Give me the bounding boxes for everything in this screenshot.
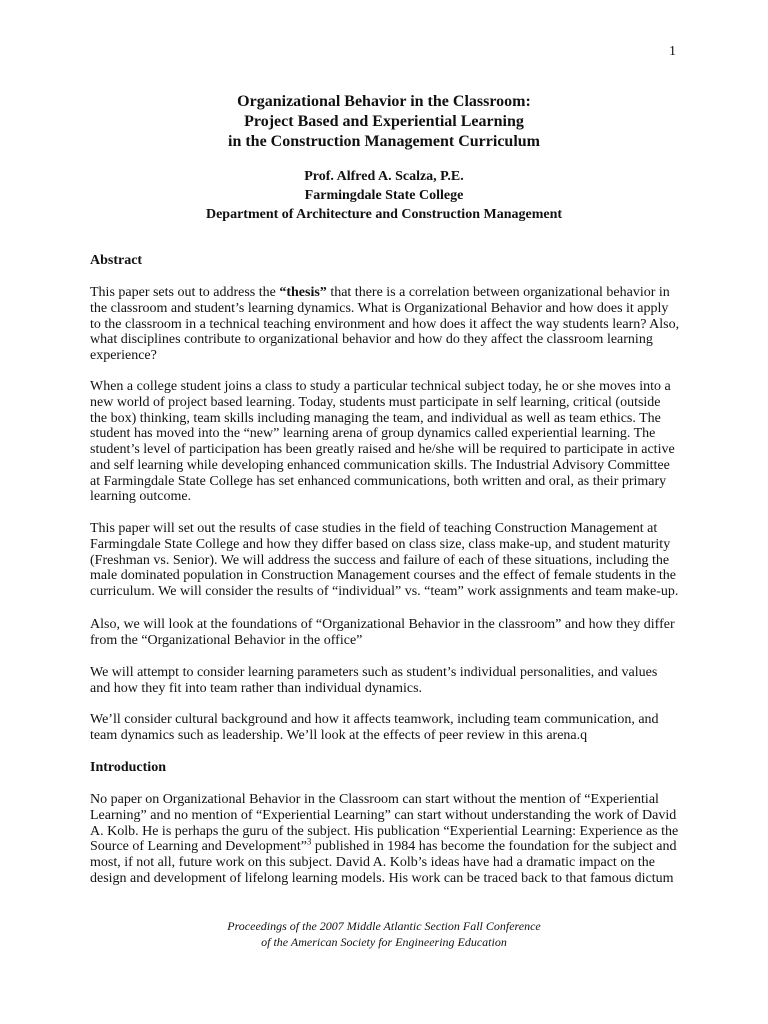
abstract-p6: We’ll consider cultural background and how it affects teamwork, including team communication, and team dynamics such as leadership. We’ll look at the effects of peer review in this arena.q — [90, 712, 659, 743]
footnote-ref: 3 — [306, 836, 312, 847]
footer-line-1: Proceedings of the 2007 Middle Atlantic Section Fall Conference — [227, 919, 541, 933]
title-line-1: Organizational Behavior in the Classroom: — [237, 93, 531, 110]
title-line-2: Project Based and Experiential Learning — [244, 113, 524, 130]
abstract-paragraph-2 — [90, 379, 680, 505]
abstract-p4: Also, we will look at the foundations of “Organizational Behavior in the classroom” and how they differ from the “Organizational Behavior in the office” — [90, 617, 675, 648]
author-block — [90, 167, 678, 224]
abstract-p5: We will attempt to consider learning parameters such as student’s individual personalities, and values and how they fit into team rather than individual dynamics. — [90, 665, 658, 696]
abstract-heading: Abstract — [90, 253, 143, 268]
introduction-paragraph-1 — [90, 792, 680, 887]
introduction-heading-block — [90, 760, 680, 776]
paper-title — [90, 92, 678, 152]
thesis-term: “thesis” — [279, 285, 327, 300]
abstract-paragraph-6 — [90, 712, 680, 744]
abstract-p3: This paper will set out the results of case studies in the field of teaching Construction Management at Farmingdale State College and how they differ based on class size, class make-up, and student maturity (Freshman vs. Senior). We will address the success and failure of each of these situations, including the male dominated population in Construction Management courses and the effect of female students in the curriculum. We will consider the results of “individual” vs. “team” work assignments and team make-up. — [90, 521, 679, 599]
abstract-p1-after: that there is a correlation between organizational behavior in the classroom and student’s learning dynamics. What is Organizational Behavior and how does it apply to the classroom in a technical teaching environment and how does it affect the way students learn? Also, what disciplines contribute to organizational behavior and how do they affect the classroom learning experience? — [90, 285, 680, 363]
abstract-p1-before: This paper sets out to address the — [90, 285, 280, 300]
page-number: 1 — [669, 44, 676, 59]
page-footer — [140, 918, 628, 950]
author-name: Prof. Alfred A. Scalza, P.E. — [304, 169, 464, 184]
title-line-3: in the Construction Management Curriculum — [228, 133, 540, 150]
footer-line-2: of the American Society for Engineering Education — [261, 935, 507, 949]
author-institution: Farmingdale State College — [304, 188, 464, 203]
abstract-paragraph-4 — [90, 617, 680, 649]
abstract-paragraph-5 — [90, 665, 680, 697]
intro-p1-after: published in 1984 has become the foundation for the subject and most, if not all, future work on this subject. David A. Kolb’s ideas have had a dramatic impact on the design and development of lifelong learning models. His work can be traced back to that famous dictum — [90, 839, 677, 886]
intro-p1-before: No paper on Organizational Behavior in the Classroom can start without the mention of “Experiential Learning” and no mention of “Experiential Learning” can start without understanding the work of David A. Kolb. He is perhaps the guru of the subject. His publication “Experiential Learning: Experience as the Source of Learning and Development” — [90, 792, 679, 855]
introduction-heading: Introduction — [90, 760, 166, 775]
abstract-paragraph-1 — [90, 285, 680, 364]
abstract-p2: When a college student joins a class to study a particular technical subject today, he or she moves into a new world of project based learning. Today, students must participate in self learning, critical (outside the box) thinking, team skills including managing the team, and individual as well as team ethics. The student has moved into the “new” learning arena of group dynamics called experiential learning. The student’s level of participation has been greatly raised and he/she will be required to participate in active and self learning while developing enhanced communication skills. The Industrial Advisory Committee at Farmingdale State College has set enhanced communications, both written and oral, as their primary learning outcome. — [90, 379, 675, 505]
abstract-heading-block — [90, 253, 680, 269]
abstract-paragraph-3 — [90, 521, 680, 600]
author-department: Department of Architecture and Construction Management — [205, 207, 563, 222]
